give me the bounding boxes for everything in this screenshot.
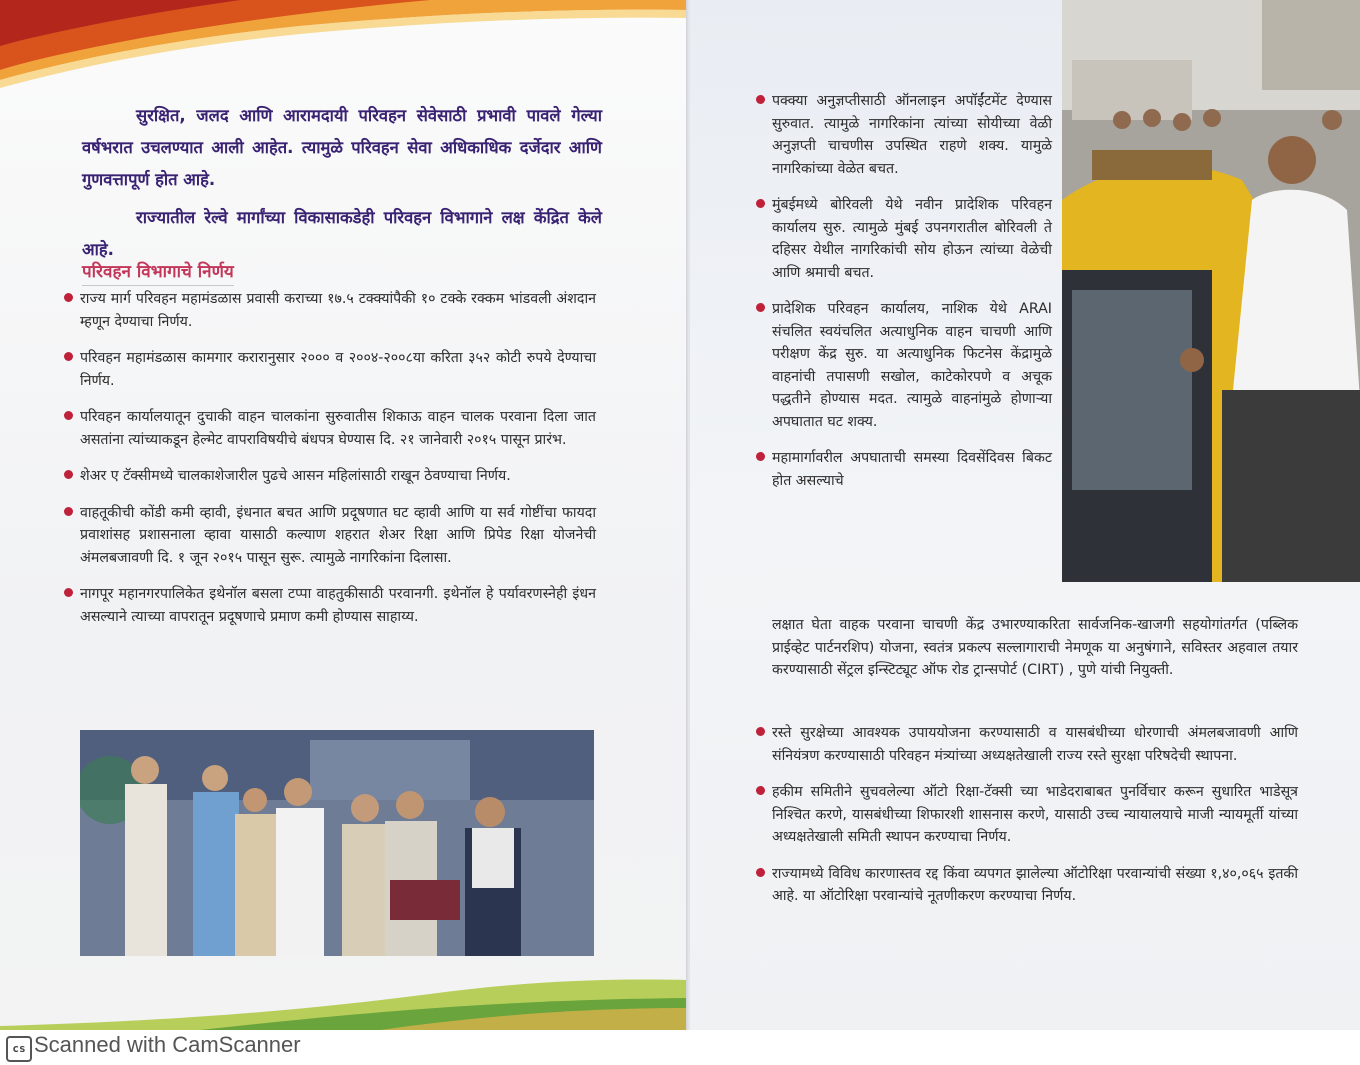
bullet-dot-icon <box>756 868 765 877</box>
list-item <box>756 194 1052 284</box>
list-item-text: नागपूर महानगरपालिकेत इथेनॉल बसला टप्पा वाहतुकीसाठी परवानगी. इथेनॉल हे पर्यावरणस्नेही इंधन असल्याने त्याच्या वापरातून प्रदूषणाचे प्रमाण कमी होण्यास साहाय्य. <box>80 586 596 625</box>
bullet-dot-icon <box>756 786 765 795</box>
list-item-text: राज्यामध्ये विविध कारणास्तव रद्द किंवा व्यपगत झालेल्या ऑटोरिक्षा परवान्यांची संख्या १,४०,०६५ इतकी आहे. या ऑटोरिक्षा परवान्यांचे नूतणीकरण करण्याचा निर्णय. <box>772 865 1298 904</box>
intro-text <box>82 100 602 272</box>
list-item <box>756 722 1298 767</box>
list-item-text: राज्य मार्ग परिवहन महामंडळास प्रवासी कराच्या १७.५ टक्क्यांपैकी १० टक्के रक्कम भांडवली अंशदान म्हणून देण्याचा निर्णय. <box>80 291 596 330</box>
bullet-dot-icon <box>64 352 73 361</box>
list-item-text: पक्क्या अनुज्ञप्तीसाठी ऑनलाइन अपॉईंटमेंट देण्यास सुरुवात. त्यामुळे नागरिकांना त्यांच्या सोयीच्या वेळी अनुज्ञप्ती चाचणीस उपस्थित राहणे शक्य. यामुळे नागरिकांच्या वेळेत बचत. <box>772 93 1052 177</box>
list-item <box>756 298 1052 433</box>
list-item-text: रस्ते सुरक्षेच्या आवश्यक उपाययोजना करण्यासाठी व यासबंधीच्या धोरणाची अंमलबजावणी आणि संनियंत्रण करण्यासाठी परिवहन मंत्र्यांच्या अध्यक्षतेखाली राज्य रस्ते सुरक्षा परिषदेची स्थापना. <box>772 725 1298 764</box>
decision-list <box>64 288 596 642</box>
bullet-dot-icon <box>756 452 765 461</box>
list-item <box>756 863 1298 908</box>
bullet-dot-icon <box>756 199 765 208</box>
taxi-inspection-photo <box>1062 0 1360 582</box>
list-item <box>756 447 1052 492</box>
intro-paragraph: सुरक्षित, जलद आणि आरामदायी परिवहन सेवेसाठी प्रभावी पावले गेल्या वर्षभरात उचलण्यात आली आहेत. त्यामुळे परिवहन सेवा अधिकाधिक दर्जेदार आणि गुणवत्तापूर्ण होत आहे. <box>82 106 602 189</box>
list-item-text: शेअर ए टॅक्सीमध्ये चालकाशेजारील पुढचे आसन महिलांसाठी राखून ठेवण्याचा निर्णय. <box>80 468 511 484</box>
scanner-watermark: Scanned with CamScanner <box>34 1032 301 1057</box>
list-item-text: महामार्गावरील अपघाताची समस्या दिवसेंदिवस बिकट होत असल्याचे <box>772 450 1052 489</box>
event-photo <box>80 730 594 956</box>
decision-list-right-wide <box>756 722 1298 922</box>
intro-paragraph: राज्यातील रेल्वे मार्गांच्या विकासाकडेही परिवहन विभागाने लक्ष केंद्रित केले आहे. <box>82 208 602 259</box>
list-item-text: वाहतूकीची कोंडी कमी व्हावी, इंधनात बचत आणि प्रदूषणात घट व्हावी आणि या सर्व गोष्टींचा फायदा प्रवाशांसह प्रशासनाला व्हावा यासाठी कल्याण शहरात शेअर रिक्षा आणि प्रिपेड रिक्षा योजनेची अंमलबजावणी दि. १ जून २०१५ पासून सुरू. त्यामुळे नागरिकांना दिलासा. <box>80 504 596 566</box>
list-item <box>64 583 596 628</box>
list-item-text: प्रादेशिक परिवहन कार्यालय, नाशिक येथे ARAI संचलित स्वयंचलित अत्याधुनिक वाहन चाचणी आणि परीक्षण केंद्र सुरु. या अत्याधुनिक फिटनेस केंद्रामुळे वाहनांची तपासणी सखोल, काटेकोरपणे व अचूक पद्धतीने होण्यास मदत. त्यामुळे वाहनांमुळे होणाऱ्या अपघातात घट शक्य. <box>772 301 1052 430</box>
decorative-swoosh-top <box>0 0 688 90</box>
left-page <box>0 0 688 1030</box>
event-photo-illustration <box>80 730 594 956</box>
list-item-text: हकीम समितीने सुचवलेल्या ऑटो रिक्षा-टॅक्सी च्या भाडेदराबाबत पुनर्विचार करून सुधारित भाडेसूत्र निश्चित करणे, यासबंधीच्या शिफारशी शासनास करणे, यासाठी उच्च न्यायालयाचे माजी न्यायमूर्ती यांच्या अध्यक्षतेखाली समिती स्थापन करण्याचा निर्णय. <box>772 784 1298 845</box>
continued-item-text: लक्षात घेता वाहक परवाना चाचणी केंद्र उभारण्याकरिता सार्वजनिक-खाजगी सहयोगांतर्गत (पब्लिक प्राईव्हेट पार्टनरशिप) योजना, स्वतंत्र प्रकल्प सल्लागाराची नेमणूक या अनुषंगाने, सविस्तर अहवाल तयार करण्यासाठी सेंट्रल इन्स्टिट्यूट ऑफ रोड ट्रान्सपोर्ट (CIRT) , पुणे यांची नियुक्ती. <box>772 617 1298 678</box>
camscanner-logo-icon: cs <box>6 1036 32 1062</box>
taxi-photo-illustration <box>1062 0 1360 582</box>
list-item <box>756 781 1298 849</box>
list-item <box>64 406 596 451</box>
list-item <box>64 465 596 488</box>
list-item-text: परिवहन महामंडळास कामगार करारानुसार २००० व २००४-२००८या करिता ३५२ कोटी रुपये देण्याचा निर्णय. <box>80 350 596 389</box>
list-item-text: परिवहन कार्यालयातून दुचाकी वाहन चालकांना सुरुवातीस शिकाऊ वाहन चालक परवाना दिला जात असतांना त्यांच्याकडून हेल्मेट वापराविषयीचे बंधपत्र घेण्यास दि. २१ जानेवारी २०१५ पासून प्रारंभ. <box>80 409 596 448</box>
bullet-dot-icon <box>64 293 73 302</box>
list-item <box>756 90 1052 180</box>
bullet-dot-icon <box>64 507 73 516</box>
section-heading: परिवहन विभागाचे निर्णय <box>82 259 234 286</box>
list-item <box>64 347 596 392</box>
bullet-dot-icon <box>756 727 765 736</box>
bullet-dot-icon <box>64 470 73 479</box>
list-item <box>64 502 596 570</box>
list-item-text: मुंबईमध्ये बोरिवली येथे नवीन प्रादेशिक परिवहन कार्यालय सुरु. त्यामुळे मुंबई उपनगरातील बोरिवली ते दहिसर येथील नागरिकांची सोय होऊन त्यांच्या वेळेची आणि श्रमाची बचत. <box>772 197 1052 281</box>
decision-list-right-narrow <box>756 90 1052 492</box>
bullet-dot-icon <box>756 303 765 312</box>
bullet-dot-icon <box>756 95 765 104</box>
bullet-dot-icon <box>64 411 73 420</box>
bullet-dot-icon <box>64 588 73 597</box>
decorative-swoosh-bottom <box>0 950 688 1030</box>
list-item <box>64 288 596 333</box>
